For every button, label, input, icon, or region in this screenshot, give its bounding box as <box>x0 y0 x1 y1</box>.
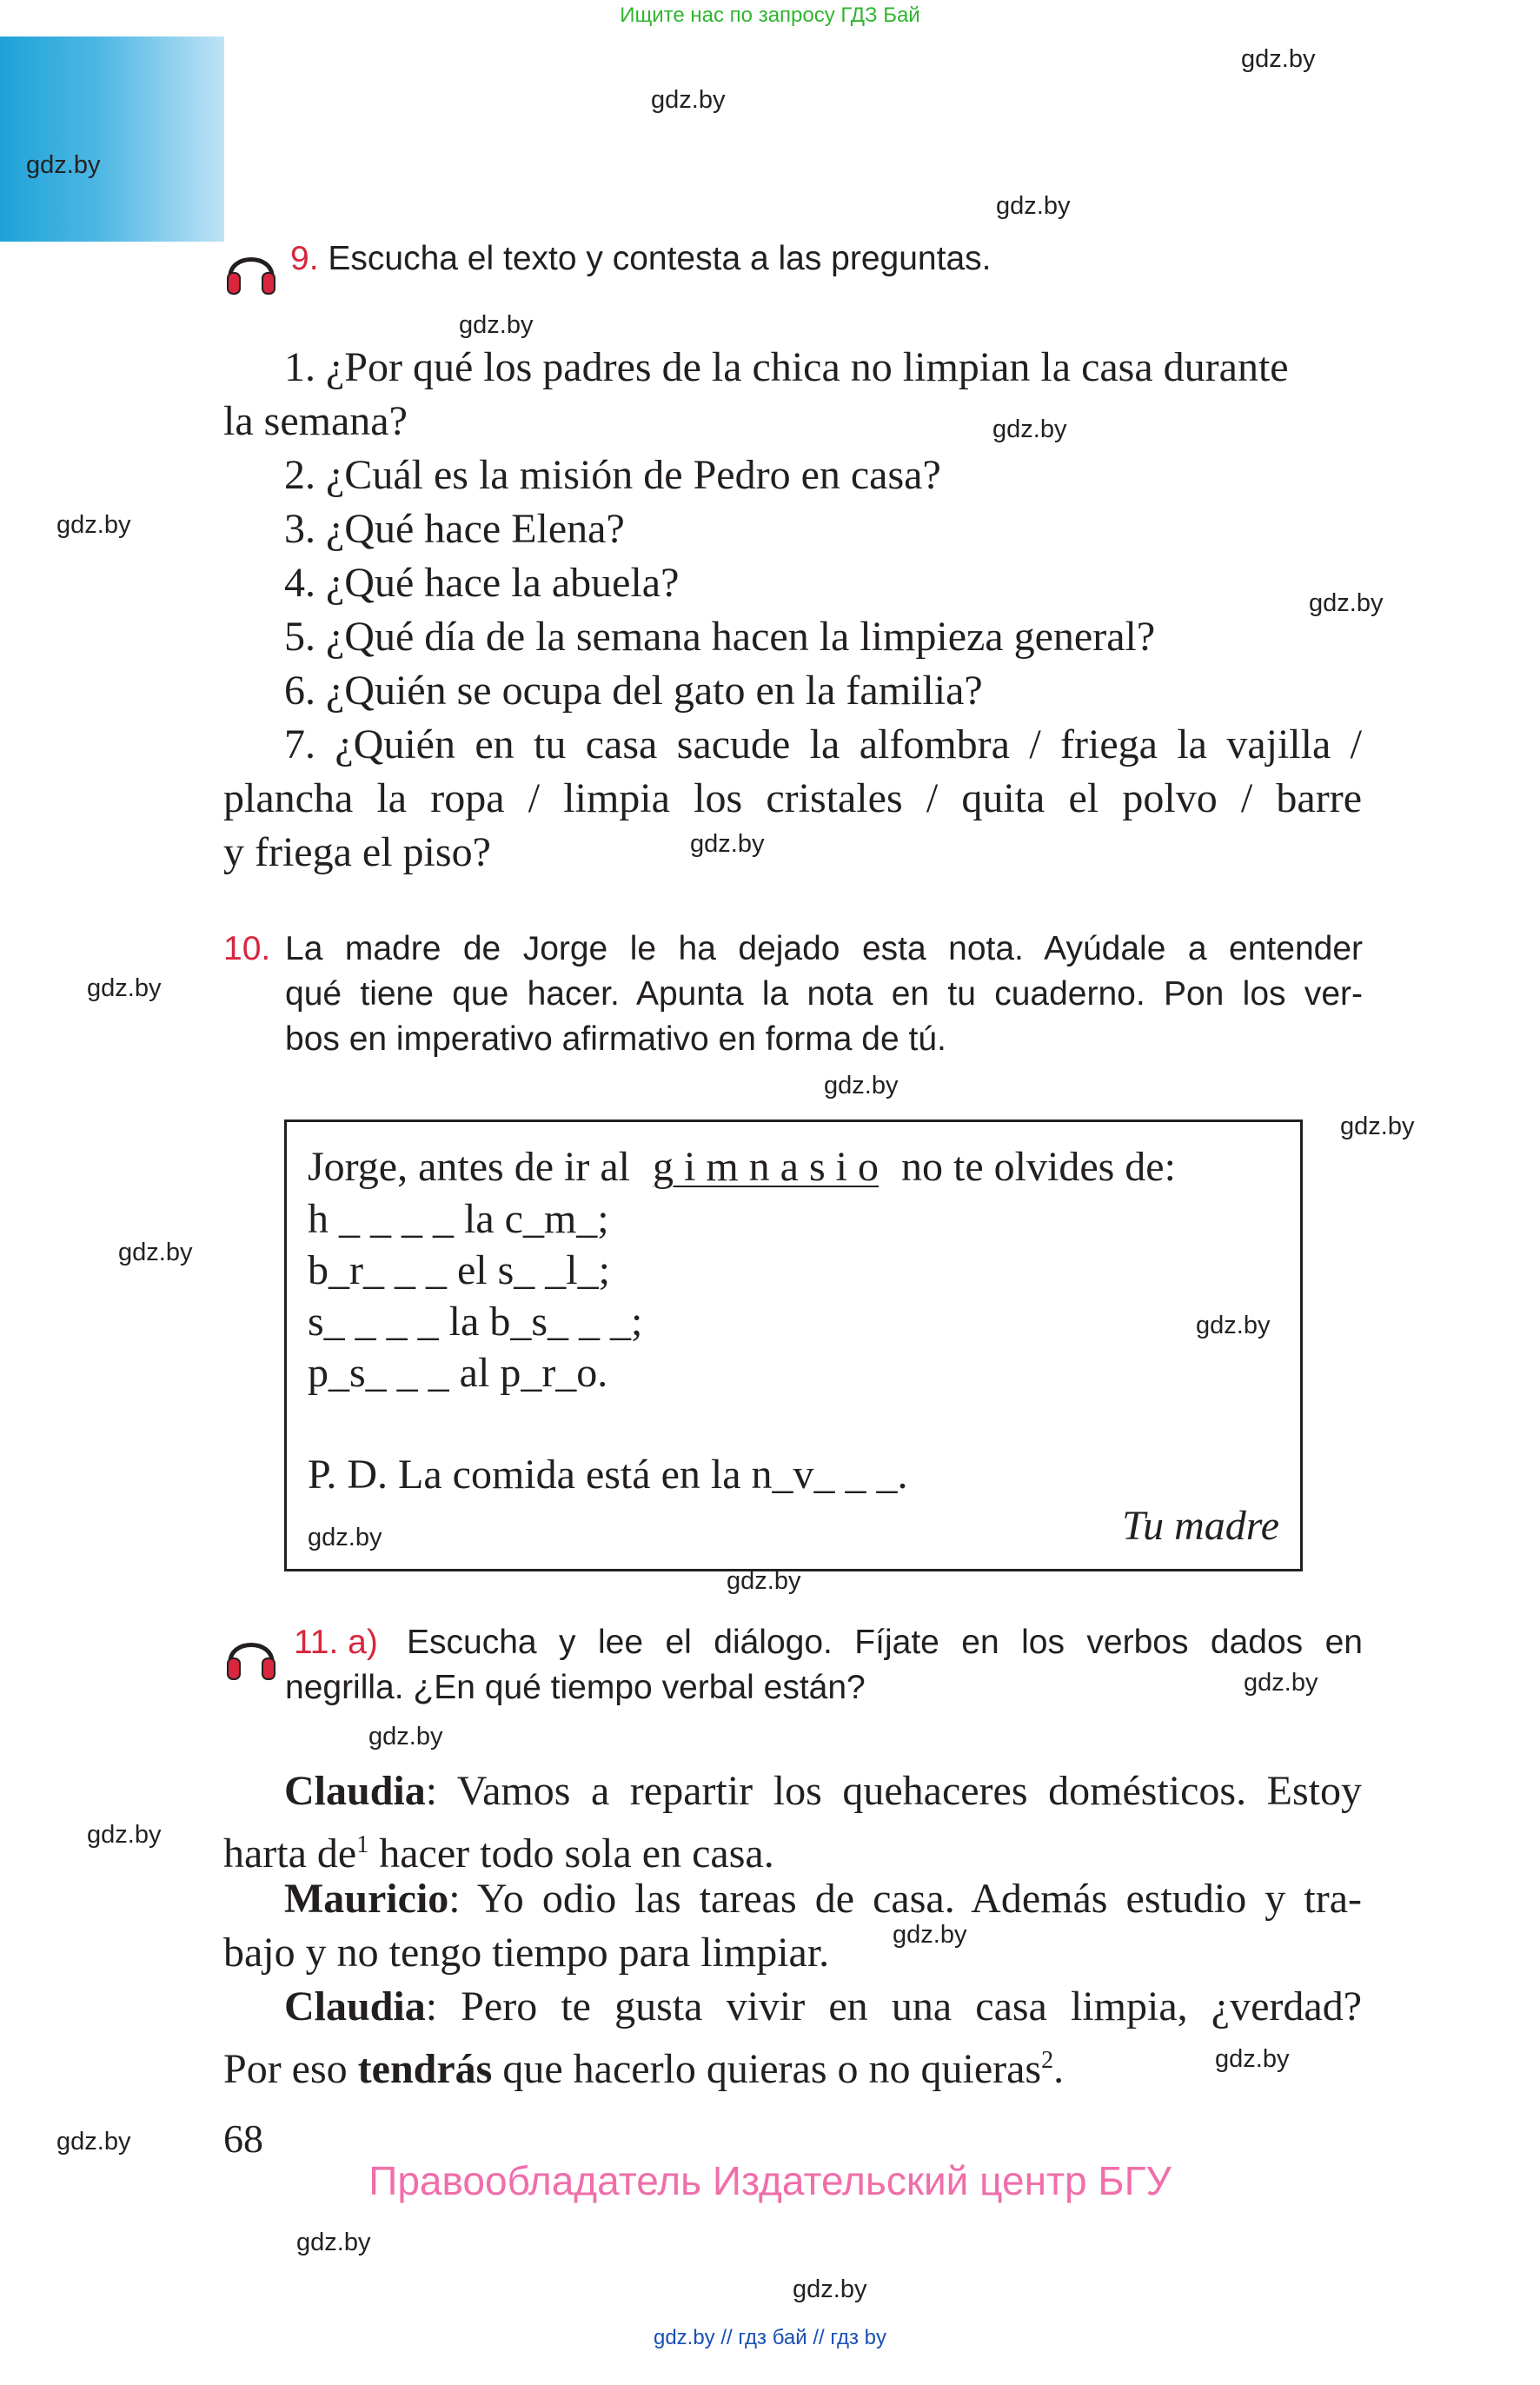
note-line-3: b_r_ _ _ el s_ _l_; <box>308 1247 610 1293</box>
dialogue-2-text: : Yo odio las tareas de casa. Además estudio y tra- <box>448 1876 1362 1922</box>
exercise-11-line-1: Escucha y lee el diálogo. Fíjate en los verbos dados en <box>407 1624 1363 1661</box>
bottom-links[interactable]: gdz.by // гдз бай // гдз by <box>653 2326 887 2349</box>
copyright-footer: Правообладатель Издательский центр БГУ <box>368 2158 1172 2203</box>
question-5: 5. ¿Qué día de la semana hacen la limpieza general? <box>284 614 1156 660</box>
watermark: gdz.by <box>1241 45 1316 73</box>
watermark: gdz.by <box>996 192 1071 220</box>
dialogue-1-text: : Vamos a repartir los quehaceres domésticos. Estoy <box>425 1768 1362 1814</box>
exercise-9-number: 9. <box>290 240 319 277</box>
dialogue-1-text-3: hacer todo sola en casa. <box>368 1830 774 1877</box>
watermark: gdz.by <box>651 86 726 114</box>
watermark: gdz.by <box>690 830 765 858</box>
dialogue-2-line-1 <box>284 1872 1362 1926</box>
question-1-line-1: 1. ¿Por qué los padres de la chica no limpian la casa durante <box>284 344 1289 390</box>
exercise-10-line-3: bos en imperativo afirmativo en forma de tú. <box>285 1020 946 1058</box>
top-search-hint[interactable]: Ищите нас по запросу ГДЗ Бай <box>620 3 920 27</box>
dialogue-3-text-2: Por eso <box>223 2046 358 2092</box>
footnote-2: 2 <box>1041 2047 1054 2074</box>
exercise-10-number-row <box>223 927 270 972</box>
question-6: 6. ¿Quién se ocupa del gato en la familia? <box>284 668 983 714</box>
watermark: gdz.by <box>793 2275 867 2303</box>
dialogue-2-line-2: bajo y no tengo tiempo para limpiar. <box>223 1930 830 1976</box>
headphones-icon <box>223 242 279 297</box>
question-7-line-3: y friega el piso? <box>223 829 491 875</box>
watermark: gdz.by <box>87 974 162 1002</box>
note-line-5: p_s_ _ _ al p_r_o. <box>308 1350 608 1396</box>
page-number: 68 <box>223 2116 263 2161</box>
question-2: 2. ¿Cuál es la misión de Pedro en casa? <box>284 452 941 498</box>
watermark: gdz.by <box>56 511 131 539</box>
watermark: gdz.by <box>118 1239 193 1266</box>
question-7-line-1: 7. ¿Quién en tu casa sacude la alfombra / friega la vajilla / <box>284 721 1362 767</box>
headphones-icon <box>223 1627 279 1683</box>
mother-note-box <box>284 1119 1303 1571</box>
watermark: gdz.by <box>727 1567 801 1595</box>
dialogue-1-text-2: harta de <box>223 1830 357 1877</box>
watermark: gdz.by <box>368 1723 443 1751</box>
exercise-9-title <box>290 236 991 282</box>
watermark: gdz.by <box>1340 1113 1415 1140</box>
dialogue-3-line-2 <box>223 2034 1064 2096</box>
watermark: gdz.by <box>87 1821 162 1849</box>
speaker-claudia: Claudia <box>284 1983 426 2030</box>
exercise-11-number: 11. a) <box>294 1624 378 1661</box>
watermark: gdz.by <box>992 415 1067 443</box>
note-line-2: h _ _ _ _ la c_m_; <box>308 1196 609 1242</box>
question-4: 4. ¿Qué hace la abuela? <box>284 560 680 606</box>
watermark: gdz.by <box>893 1921 967 1949</box>
exercise-11-line-2: negrilla. ¿En qué tiempo verbal están? <box>285 1669 866 1706</box>
watermark: gdz.by <box>824 1072 899 1099</box>
watermark: gdz.by <box>1196 1312 1271 1339</box>
watermark: gdz.by <box>296 2229 371 2256</box>
question-1-line-2: la semana? <box>223 398 408 444</box>
speaker-mauricio: Mauricio <box>284 1876 449 1922</box>
verb-tendras: tendrás <box>357 2046 493 2092</box>
footnote-1: 1 <box>356 1831 369 1858</box>
note-line-4: s_ _ _ _ la b_s_ _ _; <box>308 1299 643 1345</box>
dialogue-3-line-1 <box>284 1980 1362 2034</box>
note-signature: Tu madre <box>1122 1503 1279 1549</box>
dialogue-3-text: : Pero te gusta vivir en una casa limpia, ¿verdad? <box>425 1983 1362 2030</box>
dialogue-1-line-1 <box>284 1764 1362 1818</box>
exercise-9-instruction: Escucha el texto y contesta a las preguntas. <box>328 240 992 277</box>
watermark: gdz.by <box>1215 2045 1290 2073</box>
dialogue-3-text-3: que hacerlo quieras o no quieras <box>492 2046 1042 2092</box>
exercise-10-line-2: qué tiene que hacer. Apunta la nota en tu cuaderno. Pon los ver- <box>285 975 1363 1013</box>
watermark: gdz.by <box>459 311 534 339</box>
note-line-1 <box>308 1143 1176 1191</box>
exercise-10-number: 10. <box>223 930 271 967</box>
watermark: gdz.by <box>308 1524 382 1551</box>
watermark: gdz.by <box>1244 1669 1318 1697</box>
speaker-claudia: Claudia <box>284 1768 426 1814</box>
note-line-1-start: Jorge, antes de ir al <box>308 1144 630 1190</box>
watermark: gdz.by <box>56 2128 131 2156</box>
exercise-10-line-1: La madre de Jorge le ha dejado esta nota. Ayúdale a entender <box>285 930 1363 967</box>
watermark: gdz.by <box>1309 589 1384 617</box>
watermark: gdz.by <box>26 151 101 179</box>
question-3: 3. ¿Qué hace Elena? <box>284 506 625 552</box>
note-postscript: P. D. La comida está en la n_v_ _ _. <box>308 1452 908 1498</box>
note-line-1-end: no te olvides de: <box>901 1144 1176 1190</box>
exercise-11-number-row <box>294 1620 378 1665</box>
corner-decoration <box>0 37 224 242</box>
dialogue-3-text-4: . <box>1053 2046 1065 2092</box>
note-gimnasio-word: g i m n a s i o <box>653 1144 879 1190</box>
question-7-line-2: plancha la ropa / limpia los cristales / quita el polvo / barre <box>223 775 1362 821</box>
